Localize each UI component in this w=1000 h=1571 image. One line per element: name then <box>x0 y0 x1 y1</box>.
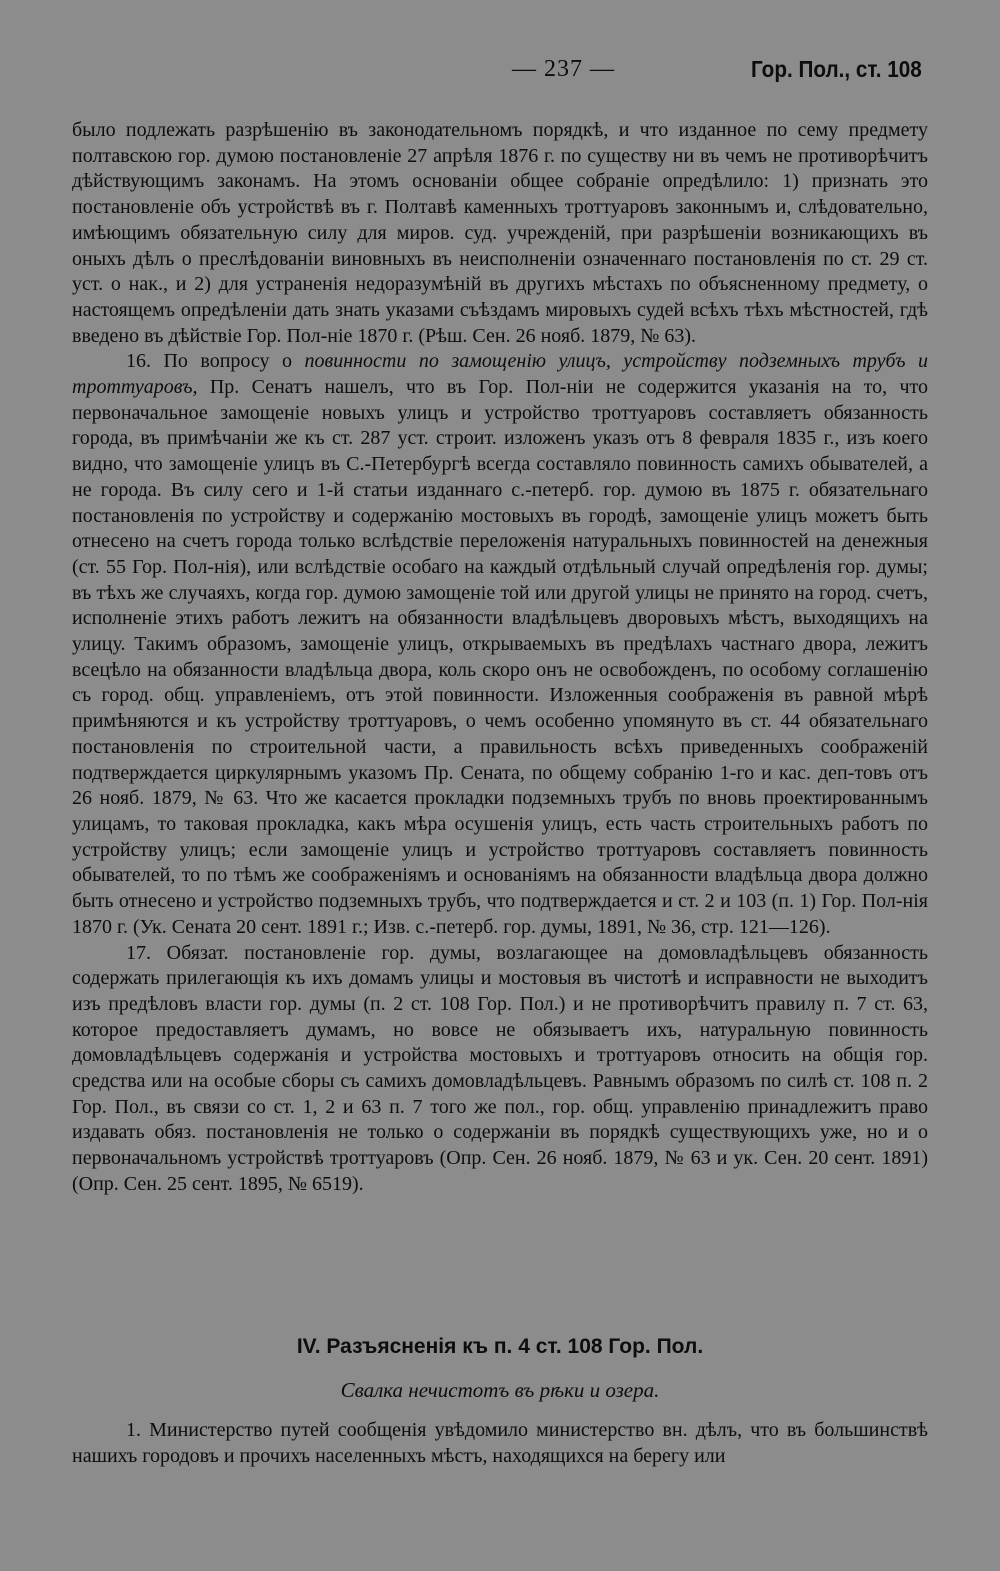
section-subheading: Свалка нечистотъ въ рѣки и озера. <box>340 1378 660 1402</box>
page-number: — 237 — <box>512 56 615 82</box>
running-head <box>72 52 924 92</box>
paragraph-15-continuation: было подлежать разрѣшенію въ законодательномъ порядкѣ, и что изданное по сему предмету полтавскою гор. думою постановленіе 27 апрѣля 1876 г. по существу ни въ чемъ не противорѣчитъ дѣйствующимъ законамъ. На этомъ основаніи общее собраніе опредѣлило: 1) признать это постановленіе объ устройствѣ въ г. Полтавѣ каменныхъ троттуаровъ законнымъ и, слѣдовательно, имѣющимъ обязательную силу для миров. суд. учрежденій, при разрѣшеніи возникающихъ въ оныхъ дѣлъ о преслѣдованіи виновныхъ въ неисполненіи означеннаго постановленія по ст. 29 ст. уст. о нак., и 2) для устраненія недоразумѣній въ другихъ мѣстахъ по объясненному предмету, о настоящемъ опредѣленіи дать знать указами съѣздамъ мировыхъ судей всѣхъ тѣхъ мѣстностей, гдѣ введено въ дѣйствіе Гор. Пол-ніе 1870 г. (Рѣш. Сен. 26 нояб. 1879, № 63). <box>72 119 928 347</box>
paragraph-16-italic-topic: повинности по замощенію улицъ, устройству подземныхъ трубъ и троттуаровъ, <box>72 350 928 399</box>
section-heading: IV. Разъясненія къ п. 4 ст. 108 Гор. Пол. <box>296 1335 704 1358</box>
section-reference: Гор. Пол., ст. 108 <box>751 56 922 82</box>
section-iv-text <box>72 1418 928 1469</box>
paragraph-16 <box>72 349 928 940</box>
body-text <box>72 118 928 1198</box>
paragraph-17: 17. Обязат. постановленіе гор. думы, возлагающее на домовладѣльцевъ обязанность содержать прилегающія къ ихъ домамъ улицы и мостовыя въ чистотѣ и исправности не выходитъ изъ предѣловъ власти гор. думы (п. 2 ст. 108 Гор. Пол.) и не противорѣчитъ правилу п. 7 ст. 63, которое предоставляетъ думамъ, но вовсе не обязываетъ ихъ, натуральную повинность домовладѣльцевъ содержанія и устройства мостовыхъ и троттуаровъ относить на общія гор. средства или на особые сборы съ самихъ домовладѣльцевъ. Равнымъ образомъ по силѣ ст. 108 п. 2 Гор. Пол., въ связи со ст. 1, 2 и 63 п. 7 того же пол., гор. общ. управленію принадлежитъ право издавать обяз. постановленія не только о содержаніи въ порядкѣ существующихъ уже, но и о первоначальномъ устройствѣ троттуаровъ (Опр. Сен. 26 нояб. 1879, № 63 и ук. Сен. 20 сент. 1891) (Опр. Сен. 25 сент. 1895, № 6519). <box>72 941 928 1195</box>
paragraph-16-lead: 16. По вопросу о <box>126 350 305 373</box>
paragraph-16-rest: Пр. Сенатъ нашелъ, что въ Гор. Пол-ніи не содержится указанія на то, что первоначальное замощеніе новыхъ улицъ и устройство троттуаровъ составляетъ обязанность города, въ примѣчаніи же къ ст. 287 уст. строит. изложенъ указъ отъ 8 февраля 1835 г., изъ коего видно, что замощеніе улицъ въ С.-Петербургѣ всегда составляло повинность самихъ обывателей, а не города. Въ силу сего и 1-й статьи изданнаго с.-петерб. гор. думою въ 1875 г. обязательнаго постановленія по устройству и содержанію мостовыхъ въ городѣ, замощеніе улицъ можетъ быть отнесено на счетъ города только вслѣдствіе переложенія натуральныхъ повинностей на денежныя (ст. 55 Гор. Пол-нія), или вслѣдствіе особаго на каждый отдѣльный случай опредѣленія гор. думы; въ тѣхъ же случаяхъ, когда гор. думою замощеніе той или другой улицы не принято на город. счетъ, исполненіе этихъ работъ лежитъ на обязанности владѣльцевъ дворовыхъ мѣстъ, выходящихъ на улицу. Такимъ образомъ, замощеніе улицъ, открываемыхъ въ предѣлахъ частнаго двора, лежитъ всецѣло на обязанности владѣльца двора, коль скоро онъ не освобожденъ, по особому соглашенію съ город. общ. управленіемъ, отъ этой повинности. Изложенныя соображенія въ равной мѣрѣ примѣняются и къ устройству троттуаровъ, о чемъ особенно упомянуто въ ст. 44 обязательнаго постановленія по строительной части, а правильность всѣхъ приведенныхъ соображеній подтверждается циркулярнымъ указомъ Пр. Сената, по общему собранію 1-го и кас. деп-товъ отъ 26 нояб. 1879, № 63. Что же касается прокладки подземныхъ трубъ по вновь проектированнымъ улицамъ, то таковая прокладка, какъ мѣра осушенія улицъ, есть часть строительныхъ работъ по устройству улицъ; если замощеніе улицъ и устройство троттуаровъ составляетъ повинность обывателей, то по тѣмъ же соображеніямъ и основаніямъ на обязанности владѣльца двора должно быть отнесено и устройство подземныхъ трубъ, что подтверждается и ст. 2 и 103 (п. 1) Гор. Пол-нія 1870 г. (Ук. Сената 20 сент. 1891 г.; Изв. с.-петерб. гор. думы, 1891, № 36, стр. 121—126). <box>72 376 928 938</box>
section-iv-paragraph-1: 1. Министерство путей сообщенія увѣдомило министерство вн. дѣлъ, что въ большинствѣ нашихъ городовъ и прочихъ населенныхъ мѣстъ, находящихся на берегу или <box>72 1419 928 1467</box>
